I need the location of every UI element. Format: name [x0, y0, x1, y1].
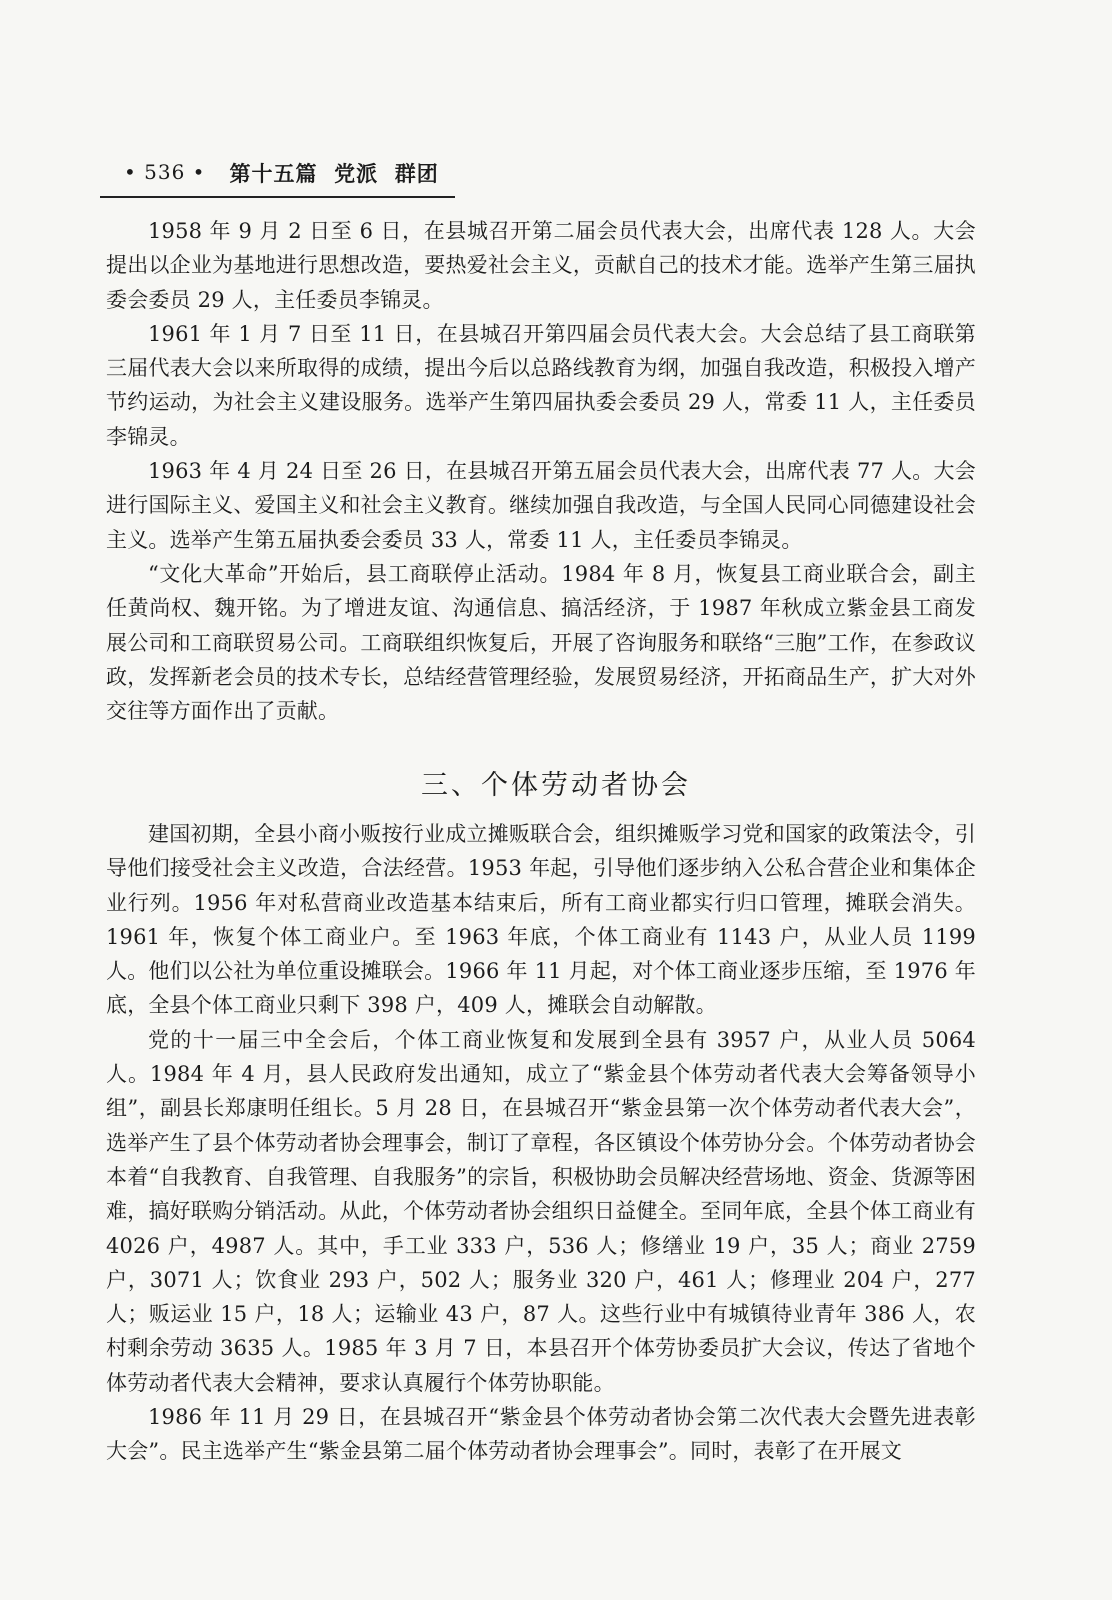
section-one-body	[106, 214, 976, 728]
running-header	[100, 158, 455, 198]
paragraph: 建国初期，全县小商小贩按行业成立摊贩联合会，组织摊贩学习党和国家的政策法令，引导他们接受社会主义改造，合法经营。1953 年起，引导他们逐步纳入公私合营企业和集体企业行列。1956 年对私营商业改造基本结束后，所有工商业都实行归口管理，摊联会消失。1961 年，恢复个体工商业户。至 1963 年底，个体工商业有 1143 户，从业人员 1199 人。他们以公社为单位重设摊联会。1966 年 11 月起，对个体工商业逐步压缩，至 1976 年底，全县个体工商业只剩下 398 户，409 人，摊联会自动解散。	[106, 822, 976, 1018]
paragraph: 1963 年 4 月 24 日至 26 日，在县城召开第五届会员代表大会，出席代表 77 人。大会进行国际主义、爱国主义和社会主义教育。继续加强自我改造，与全国人民同心同德建设社会主义。选举产生第五届执委会委员 33 人，常委 11 人，主任委员李锦灵。	[106, 459, 976, 552]
paragraph: 1961 年 1 月 7 日至 11 日，在县城召开第四届会员代表大会。大会总结了县工商联第三届代表大会以来所取得的成绩，提出今后以总路线教育为纲，加强自我改造，积极投入增产节约运动，为社会主义建设服务。选举产生第四届执委会委员 29 人，常委 11 人，主任委员李锦灵。	[106, 321, 976, 449]
paragraph: “文化大革命”开始后，县工商联停止活动。1984 年 8 月，恢复县工商业联合会，副主任黄尚权、魏开铭。为了增进友谊、沟通信息、搞活经济，于 1987 年秋成立紫金县工商发展公司和工商联贸易公司。工商联组织恢复后，开展了咨询服务和联络“三胞”工作，在参政议政，发挥新老会员的技术专长，总结经营管理经验，发展贸易经济，开拓商品生产，扩大对外交往等方面作出了贡献。	[106, 561, 976, 724]
paragraph: 党的十一届三中全会后，个体工商业恢复和发展到全县有 3957 户，从业人员 5064 人。1984 年 4 月，县人民政府发出通知，成立了“紫金县个体劳动者代表大会筹备领导小组”，副县长郑康明任组长。5 月 28 日，在县城召开“紫金县第一次个体劳动者代表大会”，选举产生了县个体劳动者协会理事会，制订了章程，各区镇设个体劳协分会。个体劳动者协会本着“自我教育、自我管理、自我服务”的宗旨，积极协助会员解决经营场地、资金、货源等困难，搞好联购分销活动。从此，个体劳动者协会组织日益健全。至同年底，全县个体工商业有 4026 户，4987 人。其中，手工业 333 户，536 人；修缮业 19 户，35 人；商业 2759 户，3071 人；饮食业 293 户，502 人；服务业 320 户，461 人；修理业 204 户，277 人；贩运业 15 户，18 人；运输业 43 户，87 人。这些行业中有城镇待业青年 386 人，农村剩余劳动 3635 人。1985 年 3 月 7 日，本县召开个体劳协委员扩大会议，传达了省地个体劳动者代表大会精神，要求认真履行个体劳协职能。	[106, 1027, 976, 1395]
page-number: • 536 •	[124, 160, 206, 184]
section-heading: 三、个体劳动者协会	[421, 770, 691, 801]
chapter-title: 第十五篇 党派 群团	[229, 162, 439, 186]
paragraph: 1986 年 11 月 29 日，在县城召开“紫金县个体劳动者协会第二次代表大会暨先进表彰大会”。民主选举产生“紫金县第二届个体劳动者协会理事会”。同时，表彰了在开展文	[106, 1405, 976, 1464]
paragraph: 1958 年 9 月 2 日至 6 日，在县城召开第二届会员代表大会，出席代表 128 人。大会提出以企业为基地进行思想改造，要热爱社会主义，贡献自己的技术才能。选举产生第三届执委会委员 29 人，主任委员李锦灵。	[106, 219, 976, 312]
section-two-body	[106, 817, 976, 1469]
